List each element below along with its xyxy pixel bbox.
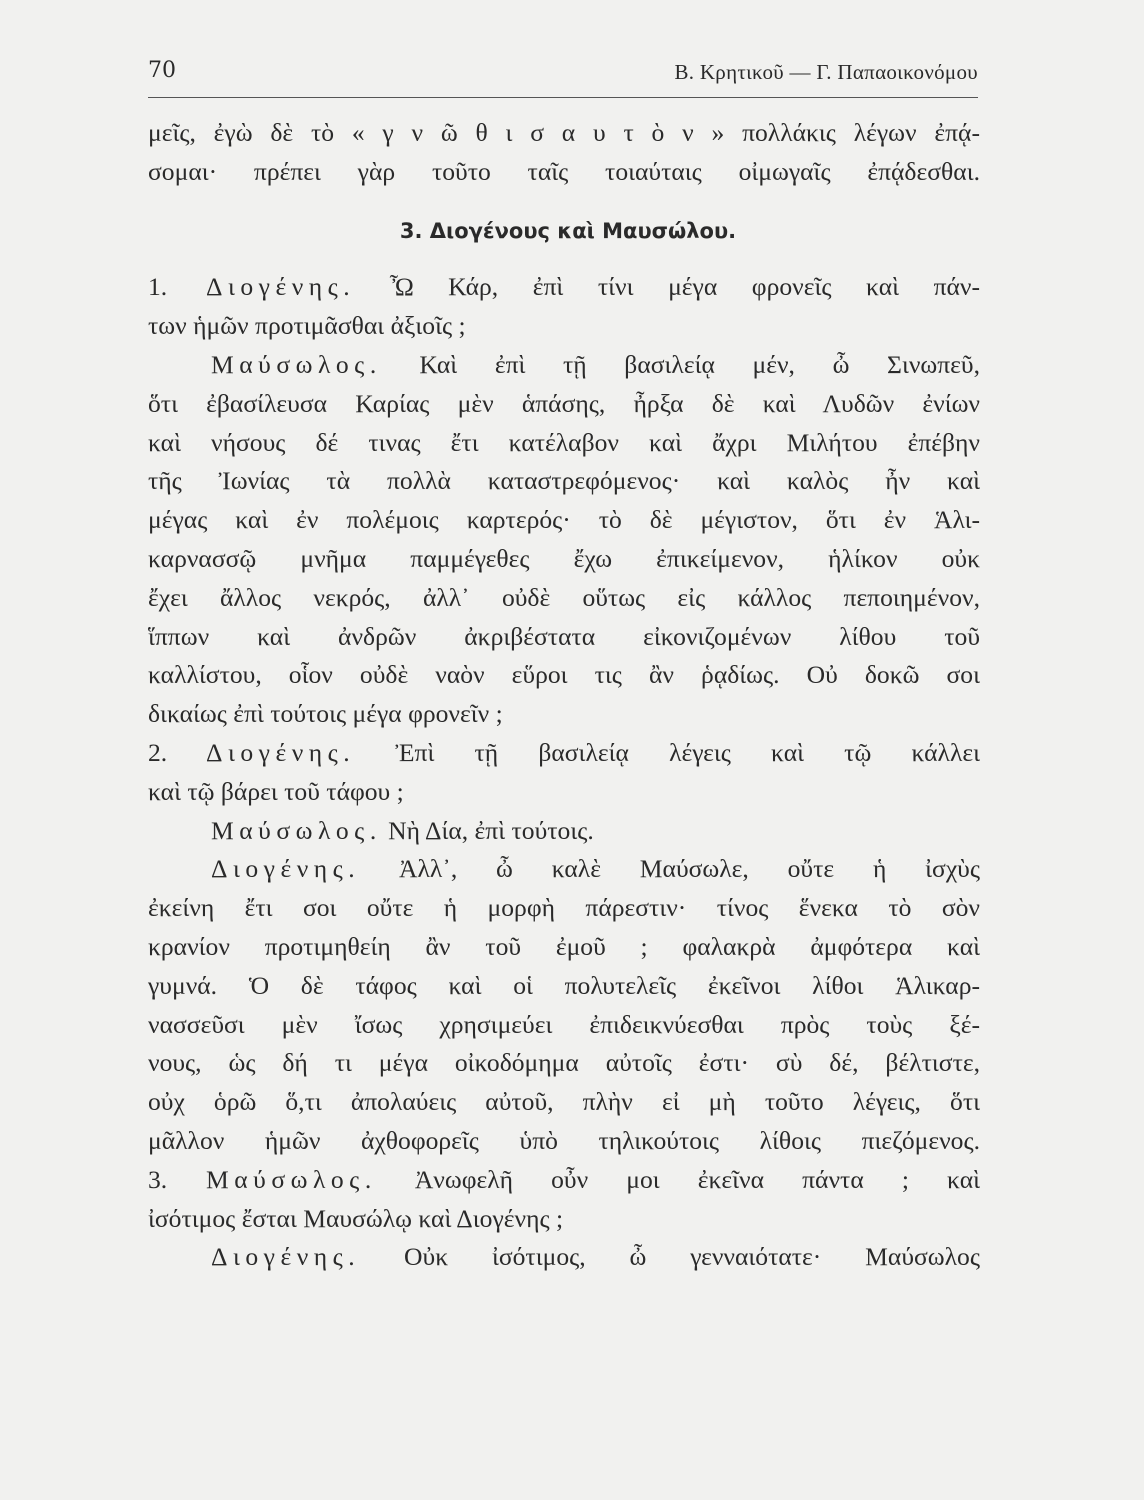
text-line: καρνασσῷ μνῆμα παμμέγεθες ἔχω ἐπικείμενον, ἡλίκον οὐκ: [148, 543, 980, 573]
dialogue-line: [148, 346, 980, 385]
speaker-name: Μαύσωλος.: [206, 1164, 377, 1194]
dialogue-line: [148, 850, 980, 889]
speaker-name: Μαύσωλος.: [211, 349, 382, 379]
text-line: τῆς Ἰωνίας τὰ πολλὰ καταστρεφόμενος· καὶ καλὸς ἦν καὶ: [148, 466, 980, 496]
text-line: νους, ὡς δή τι μέγα οἰκοδόμημα αὐτοῖς ἐστι· σὺ δέ, βέλτιστε,: [148, 1048, 980, 1078]
text-line: καὶ νήσους δέ τινας ἔτι κατέλαβον καὶ ἄχρι Μιλήτου ἐπέβην: [148, 427, 980, 457]
text-line: ἔχει ἄλλος νεκρός, ἀλλ᾽ οὐδὲ οὕτως εἰς κάλλος πεποιημένον,: [148, 582, 980, 612]
paragraph-number: 3.: [148, 1164, 168, 1194]
page-number: 70: [148, 58, 176, 83]
text-line: καλλίστου, οἷον οὐδὲ ναὸν εὕροι τις ἂν ῥᾳδίως. Οὐ δοκῶ σοι: [148, 660, 980, 690]
text-line: των ἡμῶν προτιμᾶσθαι ἀξιοῖς ;: [148, 311, 466, 341]
dialogue-line: [148, 812, 980, 851]
text-line: μέγας καὶ ἐν πολέμοις καρτερός· τὸ δὲ μέγιστον, ὅτι ἐν Ἁλι-: [148, 505, 980, 535]
section-title: 3. Διογένους καὶ Μαυσώλου.: [399, 218, 737, 243]
text-line: μεῖς, ἐγὼ δὲ τὸ « γ ν ῶ θ ι σ α υ τ ὸ ν » πολλάκις λέγων ἐπᾴ-: [148, 118, 980, 147]
text-line: οὐχ ὁρῶ ὅ,τι ἀπολαύεις αὐτοῦ, πλὴν εἰ μὴ τοῦτο λέγεις, ὅτι: [148, 1087, 980, 1117]
line-text: Ὦ Κάρ, ἐπὶ τίνι μέγα φρονεῖς καὶ πάν-: [355, 272, 980, 302]
dialogue-line: [148, 268, 980, 307]
text-line: ὅτι ἐβασίλευσα Καρίας μὲν ἁπάσης, ἦρξα δὲ καὶ Λυδῶν ἐνίων: [148, 388, 980, 418]
speaker-name: Διογένης.: [206, 272, 356, 302]
line-text: Καὶ ἐπὶ τῇ βασιλείᾳ μέν, ὦ Σινωπεῦ,: [381, 349, 980, 379]
text-body: [148, 114, 980, 1277]
running-head: Β. Κρητικοῦ — Γ. Παπαοικονόμου: [674, 60, 978, 84]
paragraph-number: 1.: [148, 272, 168, 302]
page-header: [148, 58, 978, 98]
dialogue-line: [148, 1238, 980, 1277]
line-text: Νὴ Δία, ἐπὶ τούτοις.: [381, 815, 594, 845]
text-line: ἵππων καὶ ἀνδρῶν ἀκριβέστατα εἰκονιζομένων λίθου τοῦ: [148, 621, 980, 651]
text-line: κρανίον προτιμηθείη ἂν τοῦ ἐμοῦ ; φαλακρὰ ἀμφότερα καὶ: [148, 931, 980, 961]
paragraph-number: 2.: [148, 737, 168, 767]
text-line: νασσεῦσι μὲν ἴσως χρησιμεύει ἐπιδεικνύεσθαι πρὸς τοὺς ξέ-: [148, 1009, 980, 1039]
speaker-name: Διογένης.: [211, 854, 361, 884]
text-line: ἐκείνη ἔτι σοι οὔτε ἡ μορφὴ πάρεστιν· τίνος ἕνεκα τὸ σὸν: [148, 893, 980, 923]
text-line: καὶ τῷ βάρει τοῦ τάφου ;: [148, 776, 404, 806]
speaker-name: Διογένης.: [211, 1242, 361, 1272]
text-line: ἰσότιμος ἔσται Μαυσώλῳ καὶ Διογένης ;: [148, 1203, 564, 1233]
line-text: Ἀλλ᾽, ὦ καλὲ Μαύσωλε, οὔτε ἡ ἰσχὺς: [360, 854, 980, 884]
header-rule: [148, 97, 978, 98]
text-line: δικαίως ἐπὶ τούτοις μέγα φρονεῖν ;: [148, 699, 503, 729]
text-line: σομαι· πρέπει γὰρ τοῦτο ταῖς τοιαύταις οἰμωγαῖς ἐπᾴδεσθαι.: [148, 156, 980, 186]
line-text: Ἀνωφελῆ οὖν μοι ἐκεῖνα πάντα ; καὶ: [376, 1164, 980, 1194]
dialogue-line: [148, 1161, 980, 1200]
line-text: Οὐκ ἰσότιμος, ὦ γενναιότατε· Μαύσωλος: [360, 1242, 980, 1272]
speaker-name: Διογένης.: [206, 737, 356, 767]
speaker-name: Μαύσωλος.: [211, 815, 382, 845]
text-line: γυμνά. Ὁ δὲ τάφος καὶ οἱ πολυτελεῖς ἐκεῖνοι λίθοι Ἁλικαρ-: [148, 970, 980, 1000]
text-line: μᾶλλον ἡμῶν ἀχθοφορεῖς ὑπὸ τηλικούτοις λίθοις πιεζόμενος.: [148, 1125, 980, 1155]
dialogue-line: [148, 734, 980, 773]
line-text: Ἐπὶ τῇ βασιλείᾳ λέγεις καὶ τῷ κάλλει: [355, 737, 980, 767]
